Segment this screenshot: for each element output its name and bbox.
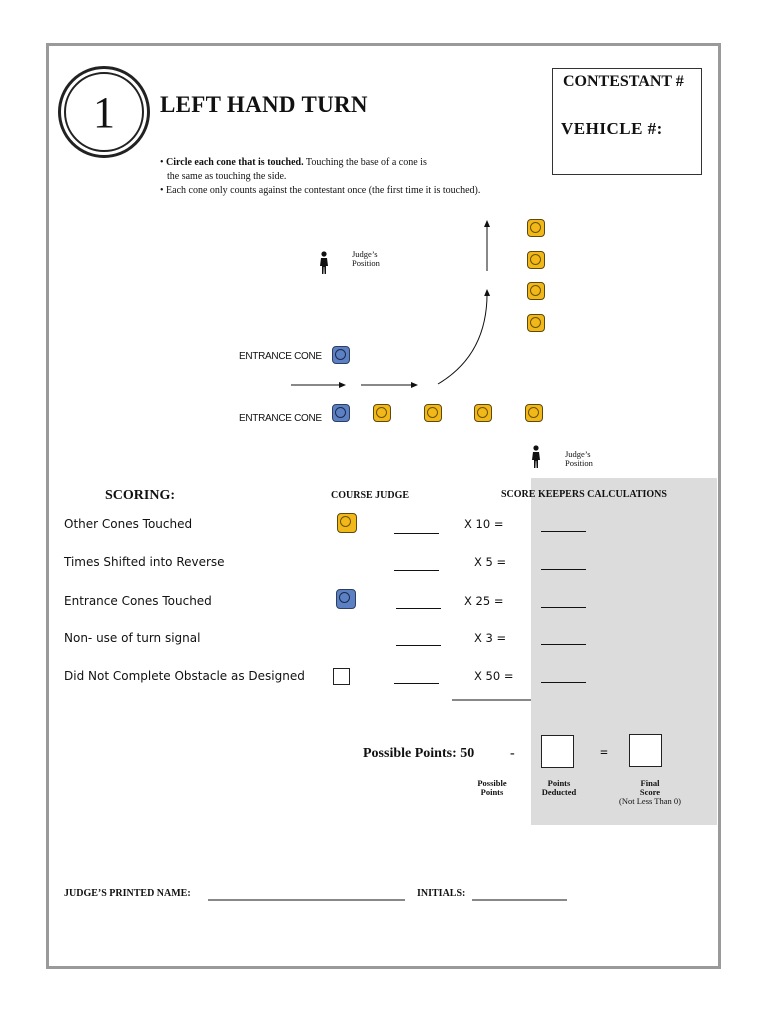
cone-yellow-icon[interactable]	[527, 219, 545, 237]
points-deducted-box[interactable]	[541, 735, 574, 768]
row-label-turn-signal: Non- use of turn signal	[64, 631, 201, 645]
judge-label-line1: Judge’s	[352, 249, 378, 259]
score-blank[interactable]	[541, 644, 586, 645]
cone-yellow-icon[interactable]	[527, 314, 545, 332]
judge-count-blank[interactable]	[396, 645, 441, 646]
caption-points-deducted	[533, 779, 585, 797]
score-keepers-heading: SCORE KEEPERS CALCULATIONS	[501, 489, 667, 500]
cone-yellow-icon[interactable]	[527, 251, 545, 269]
cone-yellow-icon[interactable]	[525, 404, 543, 422]
initials-label: INITIALS:	[417, 888, 466, 899]
judge-count-blank[interactable]	[394, 570, 439, 571]
multiplier: X 10 =	[464, 517, 504, 531]
caption-line: Score	[639, 787, 661, 797]
row-label-entrance-cones: Entrance Cones Touched	[64, 594, 212, 608]
instruction-line-2: the same as touching the side.	[167, 171, 287, 182]
caption-line: Possible	[477, 778, 507, 788]
minus-sign: -	[510, 746, 515, 761]
vehicle-label: VEHICLE #:	[561, 119, 663, 138]
page-title: LEFT HAND TURN	[160, 92, 368, 117]
judge-count-blank[interactable]	[394, 683, 439, 684]
course-judge-heading: COURSE JUDGE	[331, 490, 410, 501]
cone-yellow-icon	[337, 513, 357, 533]
multiplier: X 3 =	[474, 631, 507, 645]
contestant-label: CONTESTANT #	[563, 73, 684, 90]
instruction-text: Each cone only counts against the contestant once (the first time it is touched).	[166, 185, 481, 196]
possible-points-label: Possible Points: 50	[363, 746, 475, 761]
score-blank[interactable]	[541, 682, 586, 683]
equals-sign: =	[600, 746, 608, 761]
cone-yellow-icon[interactable]	[474, 404, 492, 422]
cone-yellow-icon[interactable]	[527, 282, 545, 300]
cone-yellow-icon[interactable]	[373, 404, 391, 422]
cone-blue-icon	[336, 589, 356, 609]
score-blank[interactable]	[541, 531, 586, 532]
scoring-heading: SCORING:	[105, 488, 176, 503]
instruction-bold: Circle each cone that is touched.	[166, 157, 304, 168]
bullet: •	[160, 185, 164, 196]
judge-figure-icon	[532, 445, 540, 468]
row-label-reverse: Times Shifted into Reverse	[64, 555, 225, 569]
entrance-cone-label: ENTRANCE CONE	[239, 351, 322, 362]
row-label-not-complete: Did Not Complete Obstacle as Designed	[64, 669, 305, 683]
multiplier: X 5 =	[474, 555, 507, 569]
bullet: •	[160, 157, 164, 168]
cone-yellow-icon[interactable]	[424, 404, 442, 422]
obstacle-number: 1	[64, 72, 144, 152]
judge-position-label	[352, 250, 380, 268]
caption-line: Deducted	[541, 787, 577, 797]
entrance-cone-label: ENTRANCE CONE	[239, 413, 322, 424]
caption-final-score	[608, 779, 692, 806]
judge-printed-name-label: JUDGE’S PRINTED NAME:	[64, 888, 191, 899]
caption-line: Final	[640, 778, 660, 788]
judge-label-line2: Position	[352, 258, 380, 268]
turn-arrow	[438, 290, 487, 384]
judge-count-blank[interactable]	[396, 608, 441, 609]
caption-line: (Not Less Than 0)	[619, 796, 681, 806]
score-blank[interactable]	[541, 569, 586, 570]
caption-line: Points	[547, 778, 571, 788]
caption-line: Points	[480, 787, 504, 797]
score-blank[interactable]	[541, 607, 586, 608]
not-complete-checkbox[interactable]	[333, 668, 350, 685]
judge-count-blank[interactable]	[394, 533, 439, 534]
judge-label-line1: Judge’s	[565, 449, 591, 459]
final-score-box[interactable]	[629, 734, 662, 767]
multiplier: X 25 =	[464, 594, 504, 608]
judge-figure-icon	[320, 251, 328, 274]
multiplier: X 50 =	[474, 669, 514, 683]
judge-position-label	[565, 450, 593, 468]
cone-blue-icon[interactable]	[332, 346, 350, 364]
instruction-rest: Touching the base of a cone is	[303, 157, 427, 168]
row-label-other-cones: Other Cones Touched	[64, 517, 193, 531]
cone-blue-icon[interactable]	[332, 404, 350, 422]
caption-possible-points	[468, 779, 516, 797]
judge-label-line2: Position	[565, 458, 593, 468]
